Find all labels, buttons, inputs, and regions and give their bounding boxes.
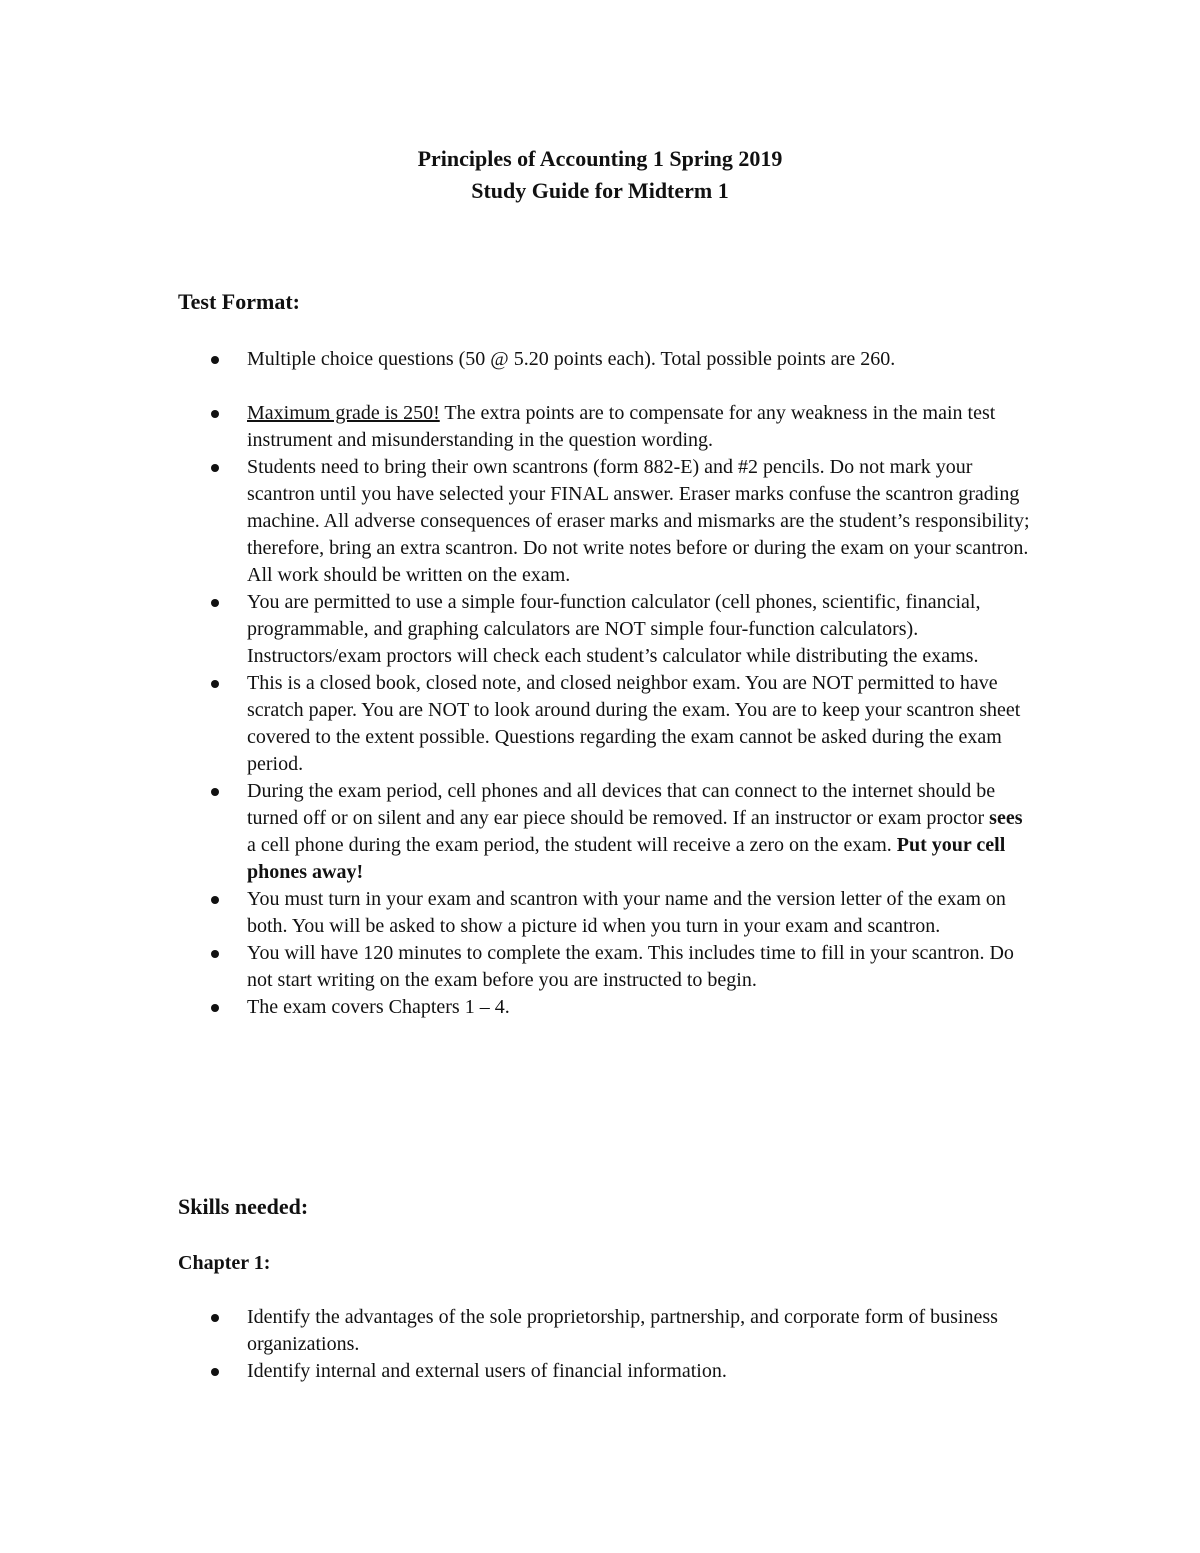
list-item <box>0 886 1200 940</box>
list-item <box>0 1304 1200 1358</box>
list-item <box>0 454 1200 589</box>
title-line-guide: Study Guide for Midterm 1 <box>471 178 729 203</box>
bullet-icon <box>211 950 219 958</box>
list-item <box>0 940 1200 994</box>
bullet-icon <box>211 896 219 904</box>
list-item-text: You are permitted to use a simple four-function calculator (cell phones, scientific, financial, programmable, and graphing calculators are NOT simple four-function calculators). Instructors/exam proctors will check each student’s calculator while distributing the exams. <box>247 591 981 667</box>
emphasis-phones-away: Put your cell phones away! <box>247 834 1006 883</box>
title-line-course: Principles of Accounting 1 Spring 2019 <box>417 146 783 171</box>
bullet-icon <box>211 1314 219 1322</box>
bullet-icon <box>211 599 219 607</box>
list-item-text: Identify internal and external users of financial information. <box>247 1360 727 1382</box>
list-item-text: This is a closed book, closed note, and closed neighbor exam. You are NOT permitted to have scratch paper. You are NOT to look around during the exam. You are to keep your scantron sheet covered to the extent possible. Questions regarding the exam cannot be asked during the exam period. <box>247 672 1021 775</box>
list-item-text: During the exam period, cell phones and all devices that can connect to the internet should be turned off or on silent and any ear piece should be removed. If an instructor or exam proctor <box>247 780 996 829</box>
bullet-icon <box>211 410 219 418</box>
list-item <box>0 400 1200 454</box>
skills-heading: Skills needed: <box>178 1194 309 1219</box>
list-item <box>0 1358 1200 1385</box>
bullet-icon <box>211 1004 219 1012</box>
bullet-icon <box>211 1368 219 1376</box>
list-item-text: Identify the advantages of the sole proprietorship, partnership, and corporate form of business organizations. <box>247 1306 998 1355</box>
list-item <box>0 994 1200 1021</box>
list-item-text: You will have 120 minutes to complete the exam. This includes time to fill in your scantron. Do not start writing on the exam before you are instructed to begin. <box>247 942 1014 991</box>
max-grade-text: Maximum grade is 250! <box>247 402 440 424</box>
list-item <box>0 346 1200 373</box>
test-format-heading: Test Format: <box>178 289 300 314</box>
bullet-icon <box>211 788 219 796</box>
chapter-1-heading: Chapter 1: <box>178 1252 271 1274</box>
bullet-icon <box>211 680 219 688</box>
list-item-text: The exam covers Chapters 1 – 4. <box>247 996 510 1018</box>
list-item-text: The extra points are to compensate for any weakness in the main test instrument and misunderstanding in the question wording. <box>247 402 996 451</box>
bullet-icon <box>211 464 219 472</box>
chapter-1-list <box>0 1304 1200 1385</box>
emphasis-sees: sees <box>989 807 1023 829</box>
list-item <box>0 778 1200 886</box>
list-item-text: You must turn in your exam and scantron with your name and the version letter of the exam on both. You will be asked to show a picture id when you turn in your exam and scantron. <box>247 888 1006 937</box>
list-item <box>0 670 1200 778</box>
list-item-text: a cell phone during the exam period, the student will receive a zero on the exam. <box>247 834 897 856</box>
list-item <box>0 589 1200 670</box>
list-item-text: Multiple choice questions (50 @ 5.20 points each). Total possible points are 260. <box>247 348 896 370</box>
list-item-text: Students need to bring their own scantrons (form 882-E) and #2 pencils. Do not mark your scantron until you have selected your FINAL answer. Eraser marks confuse the scantron grading machine. All adverse consequences of eraser marks and mismarks are the student’s responsibility; therefore, bring an extra scantron. Do not write notes before or during the exam on your scantron. All work should be written on the exam. <box>247 456 1030 586</box>
bullet-icon <box>211 356 219 364</box>
document-title <box>0 143 1200 207</box>
test-format-list <box>0 346 1200 1021</box>
